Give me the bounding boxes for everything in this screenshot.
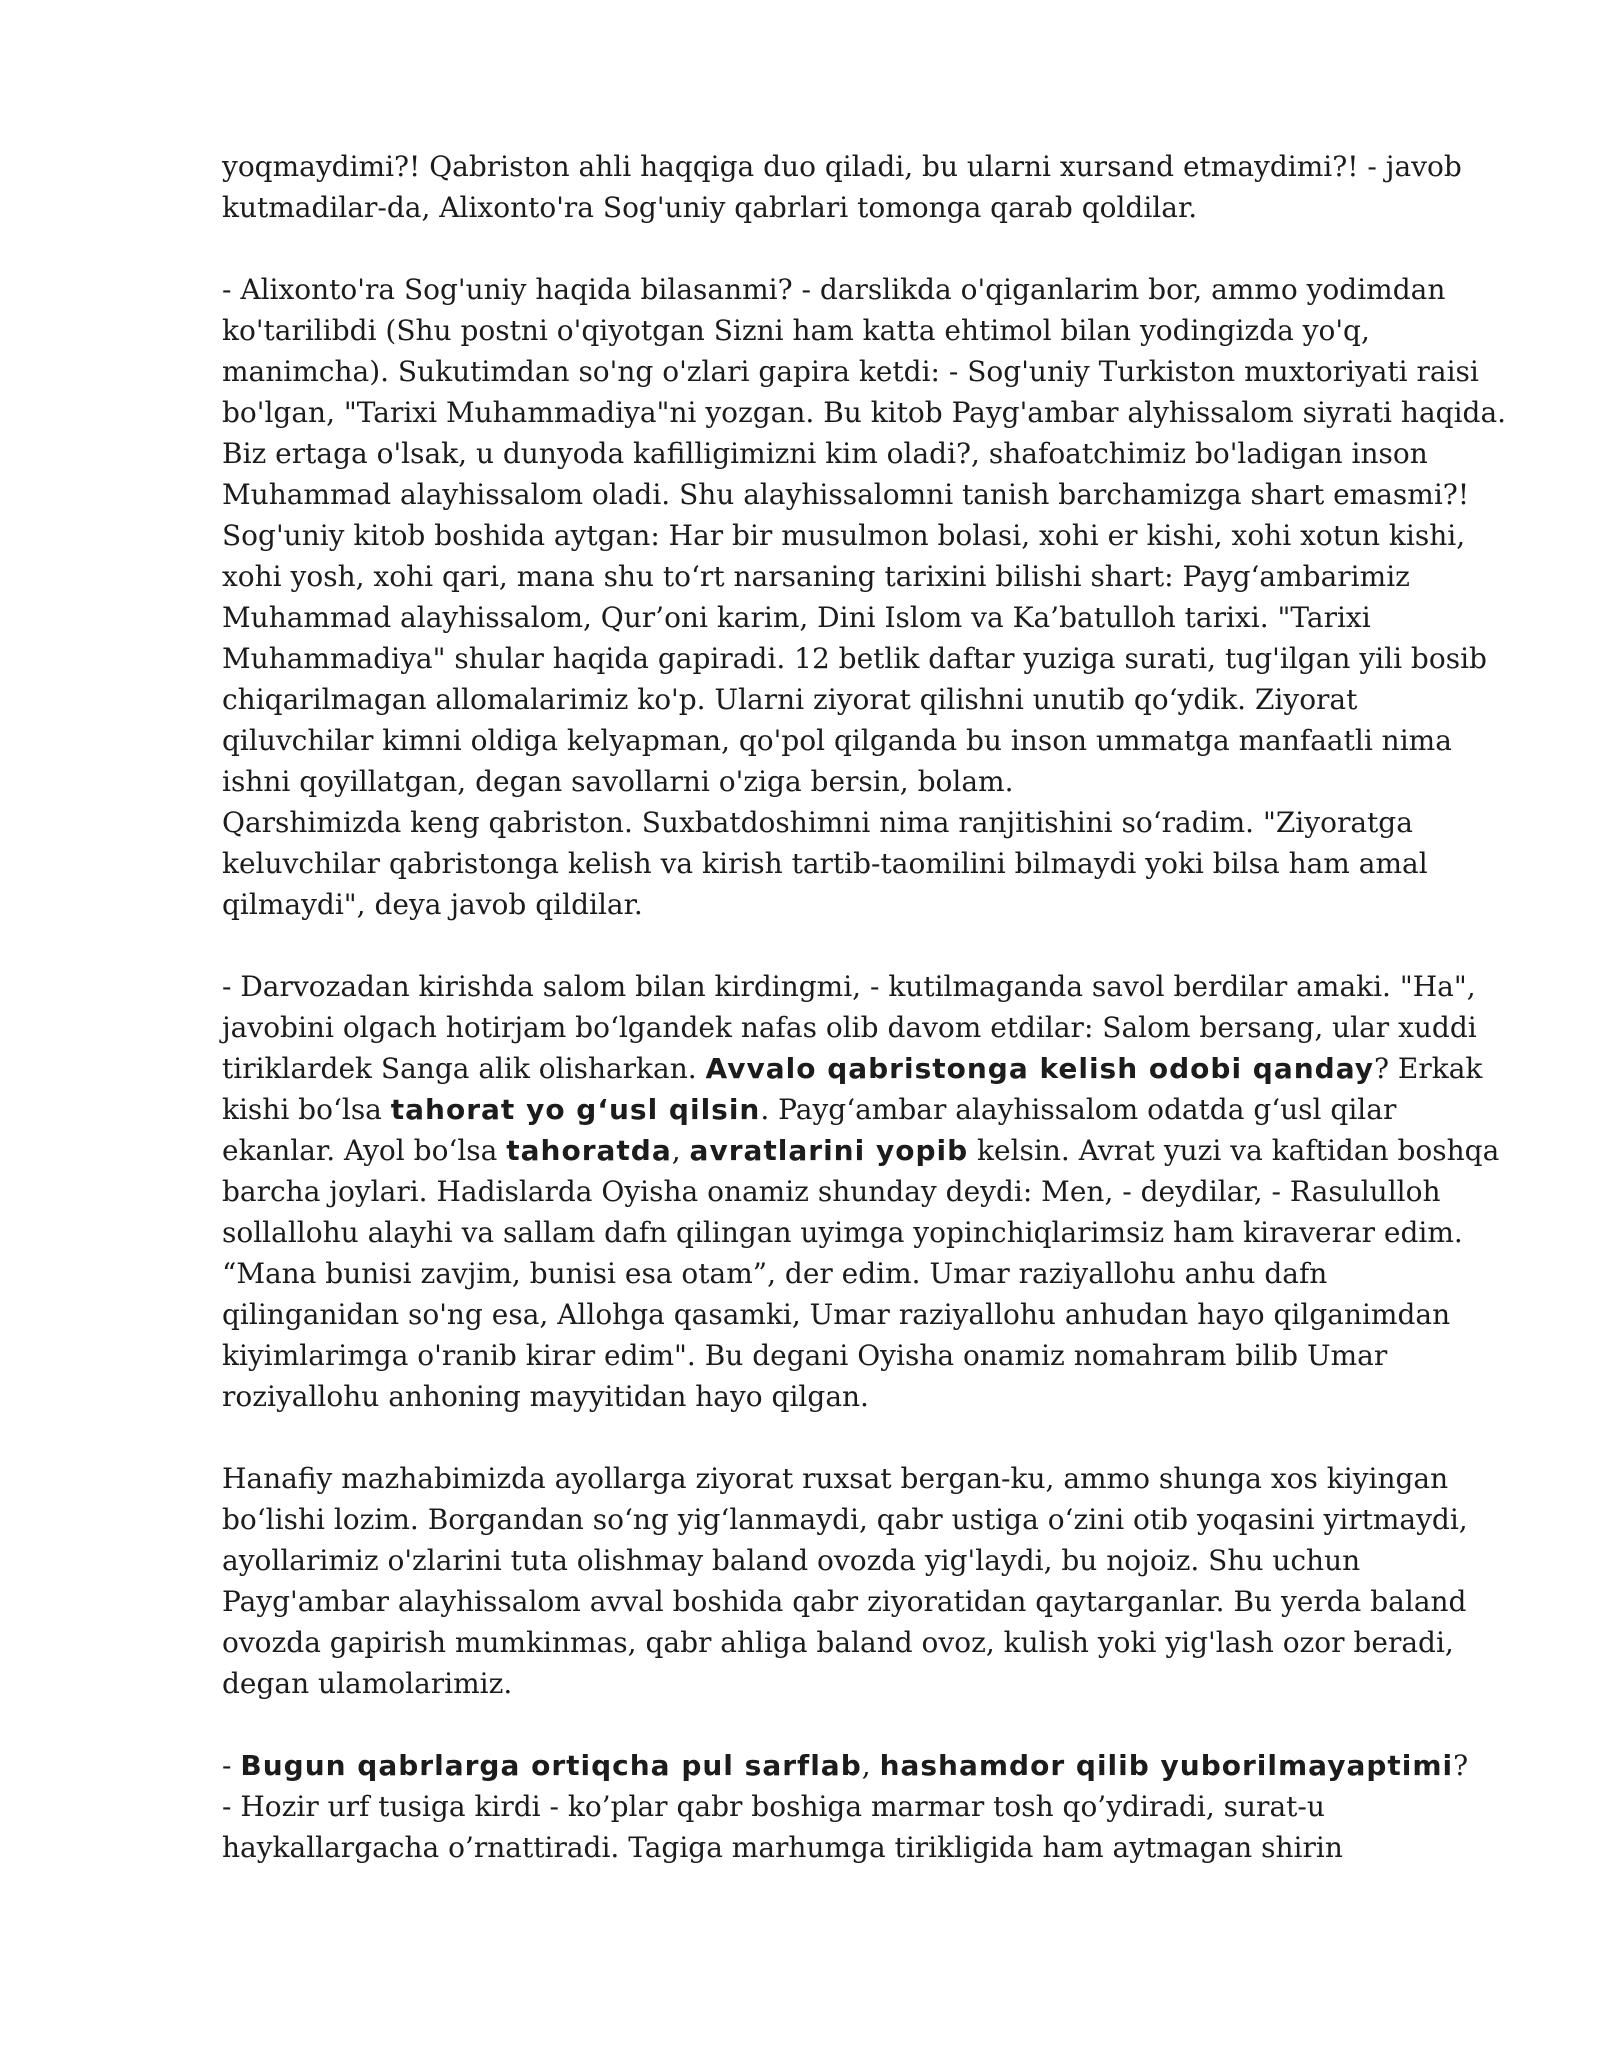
text-run: . Payg‘ambar alayhissalom odatda g‘usl qilar ekanlar. Ayol bo‘lsa	[222, 1093, 1397, 1167]
paragraph-gap	[222, 1704, 1512, 1745]
paragraph-1: yoqmaydimi?! Qabriston ahli haqqiga duo qiladi, bu ularni xursand etmaydimi?! - javob kutmadilar-da, Alixonto'ra Sog'uniy qabrlari tomonga qarab qoldilar.	[222, 150, 1462, 224]
bold-phrase: avratlarini yopib	[689, 1134, 969, 1167]
paragraph-6: - Hozir urf tusiga kirdi - ko’plar qabr boshiga marmar tosh qo’ydiradi, surat-u haykallargacha o’rnattiradi. Tagiga marhumga tirikligida ham aytmagan shirin	[222, 1790, 1343, 1864]
paragraph-gap	[222, 1417, 1512, 1458]
text-run: ?	[1453, 1749, 1469, 1782]
bold-phrase: tahoratda	[506, 1134, 672, 1167]
question-heading	[222, 1745, 1512, 1786]
bold-phrase: Avvalo qabristonga kelish odobi qanday	[705, 1052, 1374, 1085]
document-page	[222, 146, 1512, 1868]
text-run: kelsin. Avrat yuzi va kaftidan boshqa barcha joylari. Hadislarda Oyisha onamiz shunday deydi: Men, - deydilar, - Rasululloh sollallohu alayhi va sallam dafn qilingan uyimga yopinchiqlarimsiz ham kiraverar edim. “Mana bunisi zavjim, bunisi esa otam”, der edim. Umar raziyallohu anhu dafn qilinganidan so'ng esa, Allohga qasamki, Umar raziyallohu anhudan hayo qilganimdan kiyimlarimga o'ranib kirar edim". Bu degani Oyisha onamiz nomahram bilib Umar roziyallohu anhoning mayyitidan hayo qilgan.	[222, 1134, 1500, 1413]
paragraph-gap	[222, 925, 1512, 966]
text-run: ,	[861, 1749, 880, 1782]
paragraph-gap	[222, 228, 1512, 269]
bold-phrase: tahorat yo g‘usl qilsin	[390, 1093, 761, 1126]
bold-phrase: hashamdor qilib yuborilmayaptimi	[879, 1749, 1454, 1782]
paragraph-2-continued: Qarshimizda keng qabriston. Suxbatdoshimni nima ranjitishini so‘radim. "Ziyoratga keluvchilar qabristonga kelish va kirish tartib-taomilini bilmaydi yoki bilsa ham amal qilmaydi", deya javob qildilar.	[222, 806, 1428, 921]
text-run: -	[222, 1749, 241, 1782]
bold-phrase: Bugun qabrlarga ortiqcha pul sarflab	[240, 1749, 862, 1782]
text-run: ,	[671, 1134, 690, 1167]
text-run: - Darvozadan kirishda salom bilan kirdingmi, - kutilmaganda savol berdilar amaki. "Ha", javobini olgach hotirjam bo‘lgandek nafas olib davom etdilar: Salom bersang, ular xuddi tiriklardek Sanga alik olisharkan.	[222, 970, 1477, 1085]
text-run: ? Erkak kishi bo‘lsa	[222, 1052, 1483, 1126]
paragraph-3	[222, 966, 1512, 1417]
paragraph-4: Hanafiy mazhabimizda ayollarga ziyorat ruxsat bergan-ku, ammo shunga xos kiyingan bo‘lishi lozim. Borgandan so‘ng yig‘lanmaydi, qabr ustiga o‘zini otib yoqasini yirtmaydi, ayollarimiz o'zlarini tuta olishmay baland ovozda yig'laydi, bu nojoiz. Shu uchun Payg'ambar alayhissalom avval boshida qabr ziyoratidan qaytarganlar. Bu yerda baland ovozda gapirish mumkinmas, qabr ahliga baland ovoz, kulish yoki yig'lash ozor beradi, degan ulamolarimiz.	[222, 1462, 1468, 1700]
paragraph-2: - Alixonto'ra Sog'uniy haqida bilasanmi? - darslikda o'qiganlarim bor, ammo yodimdan ko'tarilibdi (Shu postni o'qiyotgan Sizni ham katta ehtimol bilan yodingizda yo'q, manimcha). Sukutimdan so'ng o'zlari gapira ketdi: - Sog'uniy Turkiston muxtoriyati raisi bo'lgan, "Tarixi Muhammadiya"ni yozgan. Bu kitob Payg'ambar alyhissalom siyrati haqida. Biz ertaga o'lsak, u dunyoda kafilligimizni kim oladi?, shafoatchimiz bo'ladigan inson Muhammad alayhissalom oladi. Shu alayhissalomni tanish barchamizga shart emasmi?! Sog'uniy kitob boshida aytgan: Har bir musulmon bolasi, xohi er kishi, xohi xotun kishi, xohi yosh, xohi qari, mana shu to‘rt narsaning tarixini bilishi shart: Payg‘ambarimiz Muhammad alayhissalom, Qur’oni karim, Dini Islom va Ka’batulloh tarixi. "Tarixi Muhammadiya" shular haqida gapiradi. 12 betlik daftar yuziga surati, tug'ilgan yili bosib chiqarilmagan allomalarimiz ko'p. Ularni ziyorat qilishni unutib qo‘ydik. Ziyorat qiluvchilar kimni oldiga kelyapman, qo'pol qilganda bu inson ummatga manfaatli nima ishni qoyillatgan, degan savollarni o'ziga bersin, bolam.	[222, 273, 1507, 798]
